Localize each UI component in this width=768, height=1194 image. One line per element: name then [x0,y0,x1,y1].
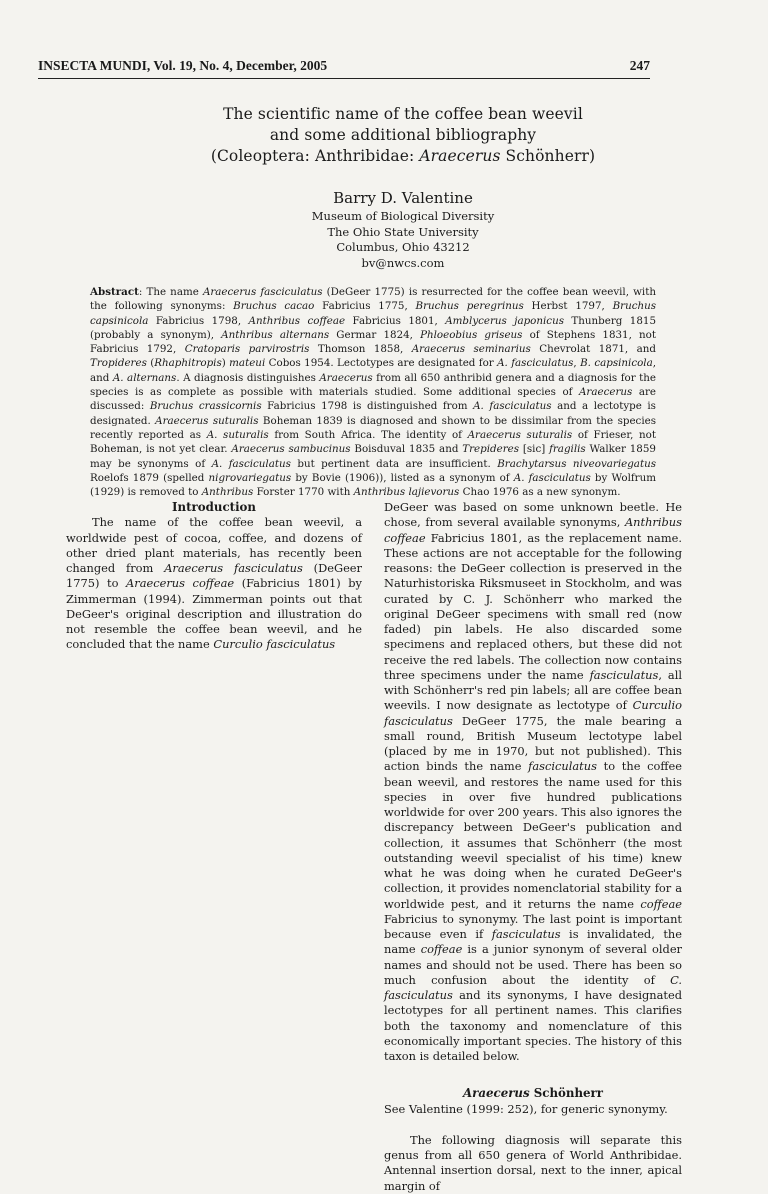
abstract-text: Thomson 1858, [309,343,412,356]
running-header [38,58,650,74]
abstract-label: Abstract [90,286,139,298]
abstract-text: Fabricius 1775, [314,300,416,313]
abstract-taxon-name: A. fasciculatus [497,357,574,370]
abstract-text: by Wolfrum (1929) is removed to [90,471,656,499]
abstract-text: Thunberg 1815 (probably a synonym), [90,314,657,341]
abstract-text: Fabricius 1798 is distinguished from [261,400,474,413]
generic-synonymy-note: See Valentine (1999: 252), for generic synonymy. [384,1101,668,1116]
intro-taxon-name: C. fasciculatus [384,972,682,1002]
abstract-taxon-name: A. suturalis [206,428,269,441]
abstract-text: Germar 1824, [329,328,421,341]
abstract-text: of Frieser, not Boheman, is not yet clear. [90,428,657,456]
genus-heading [384,1086,682,1101]
abstract-body [90,286,656,498]
abstract-text: , and [90,357,657,384]
abstract-text: Forster 1770 with [253,486,354,499]
abstract-text: Herbst 1797, [523,300,613,313]
title-line-3-prefix: (Coleoptera: Anthribidae: [210,147,420,165]
abstract-text: Fabricius 1798, [148,314,249,327]
abstract-taxon-name: nigrovariegatus [208,471,292,484]
intro-text: DeGeer was based on some unknown beetle. He chose, from several available synonyms, [384,500,682,530]
title-line-3 [38,146,768,167]
genus-diagnosis: The following diagnosis will separate this genus from all 650 genera of World Anthribidae. Antennal insertion dorsal, next to the inner, apical margin of [384,1132,682,1193]
abstract-text: : The name [138,286,203,298]
abstract-taxon-name: Phloeobius griseus [420,328,523,341]
abstract-taxon-name: Cratoparis parvirostris [184,343,310,356]
intro-text: Fabricius 1801, as the replacement name. These actions are not acceptable for the following reasons: the DeGeer collection is preserved in the Naturhistoriska Riksmuseet in Stockholm, and was curated by C. J. Schönherr who marked the original DeGeer specimens with small red (now faded) pin labels. He also discarded some specimens and replaced others, but these did not receive the red labels. The collection now contains three specimens under the name [384,530,682,682]
abstract-taxon-name: Anthribus alternans [221,328,330,341]
abstract-text: from all 650 anthribid genera and a diagnosis for the species is as complete as possible with materials studied. Some additional species of [90,371,656,399]
abstract-text: Cobos 1954. Lectotypes are designated for [265,357,498,370]
abstract-taxon-name: Anthribus [201,486,254,499]
intro-taxon-name: coffeae [640,896,682,911]
author-affiliation [38,209,768,271]
abstract-taxon-name: Araecerus fasciculatus [202,286,323,298]
abstract-taxon-name: A. alternans [112,371,177,384]
abstract-text: Roelofs 1879 (spelled [90,471,209,484]
introduction-body [66,515,362,652]
intro-taxon-name: Araecerus fasciculatus [164,561,303,575]
abstract-text: (DeGeer 1775) is resurrected for the coffee bean weevil, with the following synonyms: [90,286,656,313]
intro-text: to the coffee bean weevil, and restores the name used for this species in over five hundred publications worldwide for over 200 years. This also ignores the discrepancy between DeGeer's publication and collection, it assumes that Schönherr (the most outstanding weevil specialist of his time) knew what he was doing when he curated DeGeer's collection, it provides nomenclatorial stability for a worldwide pest, and it returns the name [384,759,682,911]
intro-taxon-name: fasciculatus [528,759,597,774]
abstract-text: Chao 1976 as a new synonym. [459,486,621,499]
abstract-text: but pertinent data are insufficient. [290,457,498,470]
intro-taxon-name: Anthribus coffeae [384,515,682,545]
left-column [66,500,362,653]
intro-text: (Fabricius 1801) by Zimmerman (1994). Zimmerman points out that DeGeer's original description and illustration do not resemble the coffee bean weevil, and he concluded that the name [66,576,362,652]
intro-text: and its synonyms, I have designated lectotypes for all pertinent names. This clarifies both the taxonomy and nomenclature of this economically important species. The history of this taxon is detailed below. [384,988,682,1063]
header-rule [38,78,650,79]
abstract-text: ) [221,357,230,370]
abstract-taxon-name: A. fasciculatus [513,471,591,484]
abstract-taxon-name: Araecerus [319,371,373,384]
intro-taxon-name: Araecerus coffeae [126,576,235,591]
affiliation-line: The Ohio State University [327,224,479,239]
abstract-taxon-name: B. capsinicola [580,357,653,370]
abstract-taxon-name: mateui [229,357,266,370]
abstract-text: . A diagnosis distinguishes [176,371,320,384]
abstract-text: Boisduval 1835 and [350,443,463,456]
author-name: Barry D. Valentine [333,189,473,207]
title-line-3-suffix: Schönherr) [500,147,596,165]
journal-citation: INSECTA MUNDI, Vol. 19, No. 4, December, 2005 [38,58,328,73]
abstract-taxon-name: Araecerus [579,386,633,399]
affiliation-line: Columbus, Ohio 43212 [336,240,470,254]
abstract-text: Boheman 1839 is diagnosed and shown to be dissimilar from the species recently reported as [90,414,656,441]
abstract-text: Walker 1859 may be synonyms of [90,443,656,470]
abstract-taxon-name: Brachytarsus niveovariegatus [497,457,656,470]
abstract-taxon-name: Bruchus cacao [233,300,315,313]
abstract-text: ( [146,357,155,370]
genus-heading-author: Schönherr [529,1086,603,1101]
abstract-text: and a lectotype is designated. [90,400,656,427]
intro-taxon-name: fasciculatus [589,667,659,682]
title-line-2: and some additional bibliography [269,126,537,144]
abstract-text: by Bovie (1906)), listed as a synonym of [291,471,514,484]
introduction-continued [384,500,682,1064]
abstract-text: from South Africa. The identity of [268,428,468,441]
abstract-taxon-name: Amblycerus japonicus [445,314,564,327]
abstract-taxon-name: Araecerus suturalis [467,428,573,441]
intro-taxon-name: Curculio fasciculatus [384,698,682,728]
abstract-text: of Stephens 1831, not Fabricius 1792, [90,328,656,356]
abstract [90,285,656,499]
intro-text: The name of the coffee bean weevil, a worldwide pest of cocoa, coffee, and dozens of other dried plant materials, has recently been changed from [66,515,362,575]
abstract-taxon-name: A. fasciculatus [473,400,552,413]
intro-text: DeGeer 1775, the male bearing a small round, British Museum lectotype label (placed by me in 1970, but not published). This action binds the name [384,713,682,774]
abstract-taxon-name: Bruchus peregrinus [415,300,524,313]
abstract-taxon-name: Araecerus seminarius [411,343,531,356]
intro-taxon-name: coffeae [420,942,463,957]
abstract-taxon-name: A. fasciculatus [211,457,291,470]
introduction-heading: Introduction [171,500,256,514]
abstract-text: Chevrolat 1871, and [530,343,656,356]
right-column [384,500,682,1194]
intro-taxon-name: Curculio fasciculatus [213,637,336,652]
abstract-taxon-name: Bruchus crassicornis [149,400,262,413]
intro-text: Fabricius to synonymy. The last point is important because even if [384,911,682,941]
article-title [38,104,768,167]
abstract-text: [sic] [519,443,550,456]
title-line-1: The scientific name of the coffee bean weevil [223,105,583,123]
abstract-taxon-name: Tropideres [90,357,147,370]
abstract-taxon-name: Araecerus suturalis [155,414,259,427]
intro-text: (DeGeer 1775) to [66,561,362,591]
abstract-text: are discussed: [90,386,656,413]
abstract-text: , [573,357,581,370]
page-number: 247 [629,58,650,73]
abstract-taxon-name: Bruchus capsinicola [90,300,657,327]
abstract-taxon-name: fragilis [549,443,586,456]
intro-text: , all with Schönherr's red pin labels; all are coffee bean weevils. I now designate as lectotype of [384,667,682,713]
abstract-taxon-name: Anthribus coffeae [248,314,346,327]
genus-heading-name: Araecerus [463,1086,530,1101]
intro-text: is invalidated, the name [384,927,682,957]
title-genus: Araecerus [419,147,501,165]
abstract-text: Fabricius 1801, [345,314,446,327]
intro-taxon-name: fasciculatus [491,927,561,941]
affiliation-line: Museum of Biological Diversity [311,209,495,223]
abstract-taxon-name: Trepideres [462,443,520,456]
abstract-taxon-name: Araecerus sambucinus [231,443,351,456]
intro-text: is a junior synonym of several older names and should not be used. There has been so much confusion about the identity of [384,942,683,987]
abstract-taxon-name: Rhaphitropis [154,357,222,370]
abstract-taxon-name: Anthribus lajievorus [353,486,460,499]
author-email: bv@nwcs.com [361,255,445,270]
